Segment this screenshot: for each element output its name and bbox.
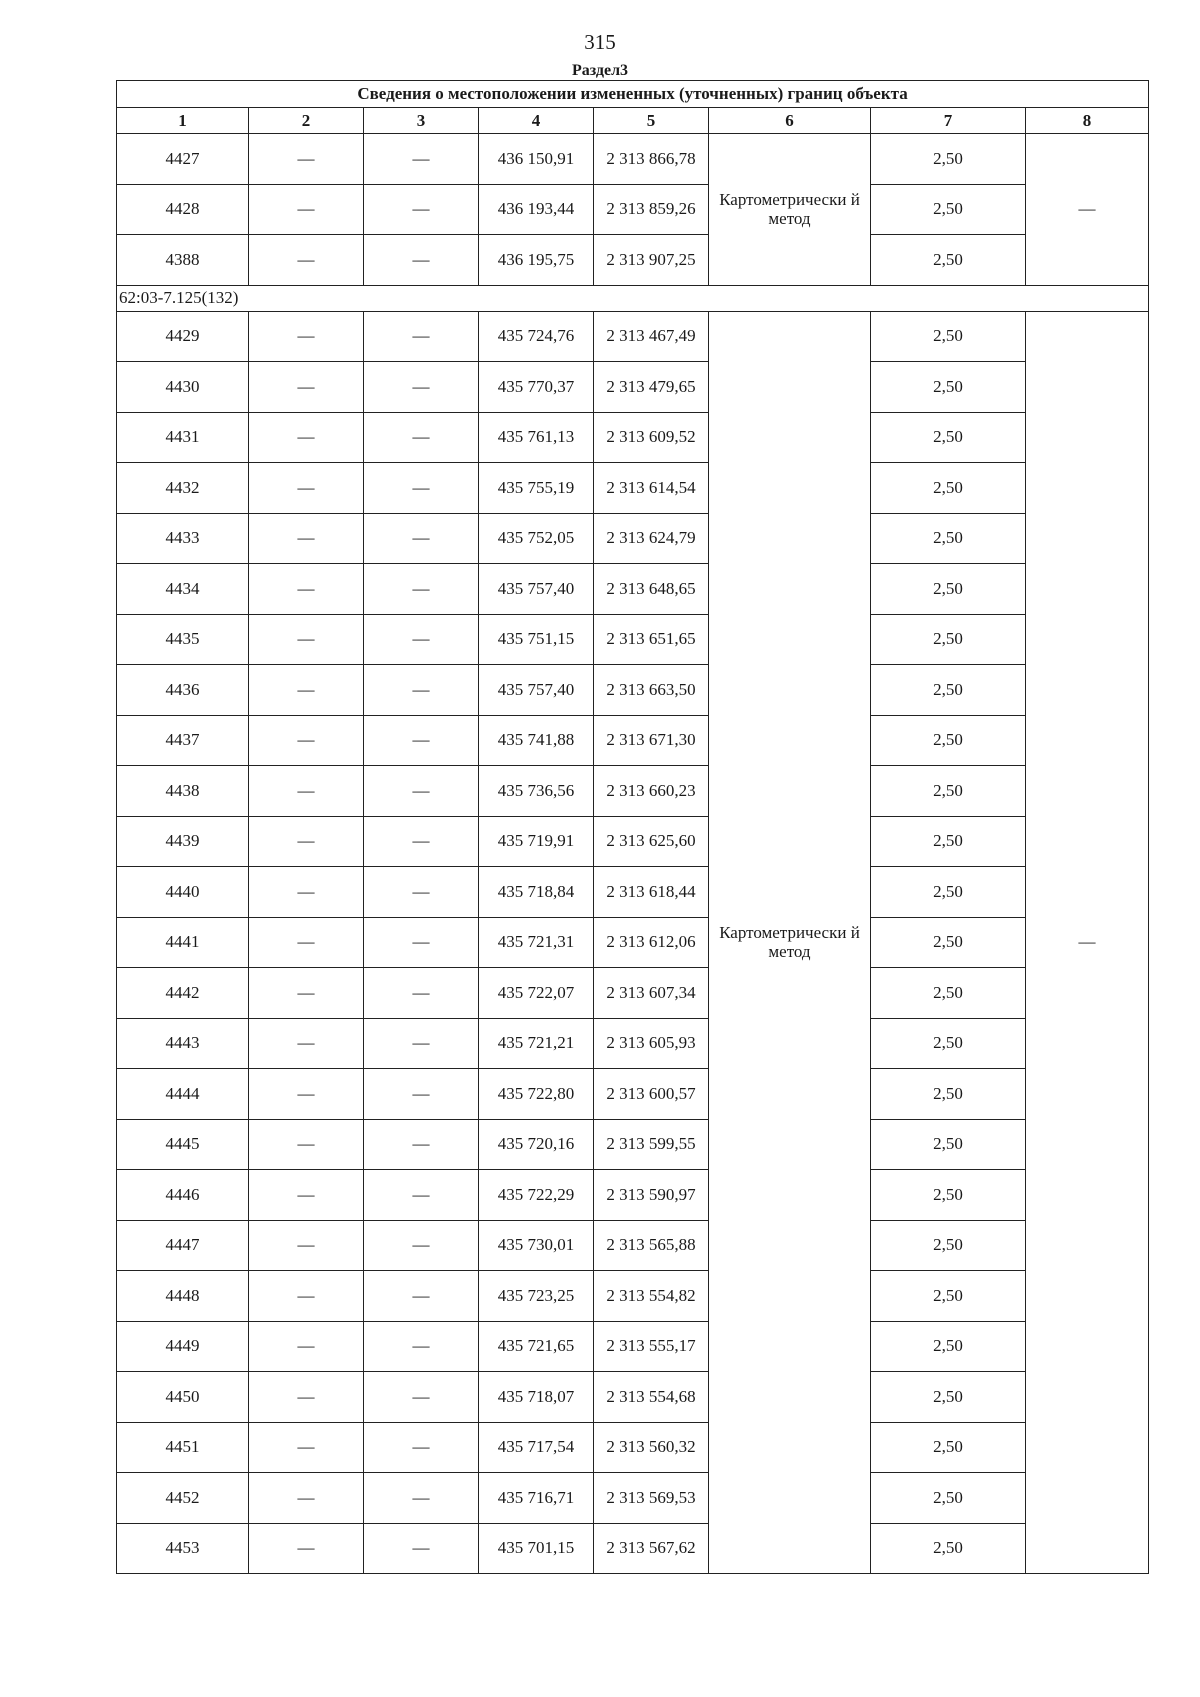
- x-coordinate-cell: 435 730,01: [479, 1220, 594, 1271]
- table-row: [117, 184, 1149, 235]
- point-number-cell: 4453: [117, 1523, 249, 1574]
- column-2-cell: —: [249, 867, 364, 918]
- accuracy-cell: 2,50: [871, 134, 1026, 185]
- x-coordinate-cell: 435 720,16: [479, 1119, 594, 1170]
- accuracy-cell: 2,50: [871, 1422, 1026, 1473]
- table-row: [117, 715, 1149, 766]
- y-coordinate-cell: 2 313 599,55: [594, 1119, 709, 1170]
- point-number-cell: 4444: [117, 1069, 249, 1120]
- table-row: [117, 362, 1149, 413]
- table-row: [117, 1220, 1149, 1271]
- y-coordinate-cell: 2 313 607,34: [594, 968, 709, 1019]
- page-number: 315: [584, 30, 616, 54]
- accuracy-cell: 2,50: [871, 867, 1026, 918]
- x-coordinate-cell: 435 718,84: [479, 867, 594, 918]
- accuracy-cell: 2,50: [871, 235, 1026, 286]
- y-coordinate-cell: 2 313 671,30: [594, 715, 709, 766]
- column-3-cell: —: [364, 867, 479, 918]
- column-2-cell: —: [249, 311, 364, 362]
- column-header-7: 7: [871, 108, 1026, 134]
- column-3-cell: —: [364, 1170, 479, 1221]
- table-row: [117, 1473, 1149, 1524]
- column-3-cell: —: [364, 564, 479, 615]
- x-coordinate-cell: 436 193,44: [479, 184, 594, 235]
- y-coordinate-cell: 2 313 660,23: [594, 766, 709, 817]
- column-2-cell: —: [249, 816, 364, 867]
- column-2-cell: —: [249, 1372, 364, 1423]
- accuracy-cell: 2,50: [871, 362, 1026, 413]
- point-number-cell: 4436: [117, 665, 249, 716]
- x-coordinate-cell: 435 722,80: [479, 1069, 594, 1120]
- point-number-cell: 4438: [117, 766, 249, 817]
- column-header-5: 5: [594, 108, 709, 134]
- y-coordinate-cell: 2 313 600,57: [594, 1069, 709, 1120]
- y-coordinate-cell: 2 313 618,44: [594, 867, 709, 918]
- column-3-cell: —: [364, 463, 479, 514]
- accuracy-cell: 2,50: [871, 968, 1026, 1019]
- y-coordinate-cell: 2 313 569,53: [594, 1473, 709, 1524]
- accuracy-cell: 2,50: [871, 184, 1026, 235]
- y-coordinate-cell: 2 313 648,65: [594, 564, 709, 615]
- column-3-cell: —: [364, 184, 479, 235]
- table-row: [117, 412, 1149, 463]
- column-3-cell: —: [364, 665, 479, 716]
- y-coordinate-cell: 2 313 555,17: [594, 1321, 709, 1372]
- column-3-cell: —: [364, 134, 479, 185]
- point-number-cell: 4430: [117, 362, 249, 413]
- accuracy-cell: 2,50: [871, 816, 1026, 867]
- y-coordinate-cell: 2 313 567,62: [594, 1523, 709, 1574]
- accuracy-cell: 2,50: [871, 564, 1026, 615]
- column-3-cell: —: [364, 1271, 479, 1322]
- point-number-cell: 4439: [117, 816, 249, 867]
- table-caption: Сведения о местоположении измененных (уточненных) границ объекта: [117, 81, 1149, 108]
- column-8-cell: —: [1026, 134, 1149, 286]
- x-coordinate-cell: 435 701,15: [479, 1523, 594, 1574]
- column-2-cell: —: [249, 362, 364, 413]
- section-title: Раздел3: [571, 62, 629, 79]
- column-3-cell: —: [364, 235, 479, 286]
- y-coordinate-cell: 2 313 565,88: [594, 1220, 709, 1271]
- y-coordinate-cell: 2 313 479,65: [594, 362, 709, 413]
- column-header-2: 2: [249, 108, 364, 134]
- column-2-cell: —: [249, 917, 364, 968]
- point-number-cell: 4449: [117, 1321, 249, 1372]
- column-3-cell: —: [364, 311, 479, 362]
- x-coordinate-cell: 436 195,75: [479, 235, 594, 286]
- table-row: [117, 614, 1149, 665]
- accuracy-cell: 2,50: [871, 1170, 1026, 1221]
- y-coordinate-cell: 2 313 605,93: [594, 1018, 709, 1069]
- accuracy-cell: 2,50: [871, 513, 1026, 564]
- column-2-cell: —: [249, 1220, 364, 1271]
- y-coordinate-cell: 2 313 859,26: [594, 184, 709, 235]
- y-coordinate-cell: 2 313 590,97: [594, 1170, 709, 1221]
- point-number-cell: 4451: [117, 1422, 249, 1473]
- accuracy-cell: 2,50: [871, 665, 1026, 716]
- cadastral-label: 62:03-7.125(132): [117, 285, 1149, 311]
- accuracy-cell: 2,50: [871, 917, 1026, 968]
- column-3-cell: —: [364, 1018, 479, 1069]
- group-label-row: [117, 285, 1149, 311]
- column-3-cell: —: [364, 917, 479, 968]
- column-3-cell: —: [364, 1523, 479, 1574]
- column-header-1: 1: [117, 108, 249, 134]
- table-row: [117, 134, 1149, 185]
- accuracy-cell: 2,50: [871, 766, 1026, 817]
- column-2-cell: —: [249, 1170, 364, 1221]
- table-row: [117, 665, 1149, 716]
- column-2-cell: —: [249, 1523, 364, 1574]
- column-3-cell: —: [364, 816, 479, 867]
- table-row: [117, 1372, 1149, 1423]
- table-row: [117, 867, 1149, 918]
- accuracy-cell: 2,50: [871, 1372, 1026, 1423]
- column-3-cell: —: [364, 513, 479, 564]
- column-header-row: [117, 108, 1149, 134]
- x-coordinate-cell: 435 721,21: [479, 1018, 594, 1069]
- table-row: [117, 1523, 1149, 1574]
- point-number-cell: 4445: [117, 1119, 249, 1170]
- accuracy-cell: 2,50: [871, 1220, 1026, 1271]
- x-coordinate-cell: 435 757,40: [479, 665, 594, 716]
- point-number-cell: 4447: [117, 1220, 249, 1271]
- column-3-cell: —: [364, 1473, 479, 1524]
- accuracy-cell: 2,50: [871, 1321, 1026, 1372]
- x-coordinate-cell: 435 717,54: [479, 1422, 594, 1473]
- accuracy-cell: 2,50: [871, 1523, 1026, 1574]
- table-row: [117, 968, 1149, 1019]
- column-3-cell: —: [364, 715, 479, 766]
- column-3-cell: —: [364, 1422, 479, 1473]
- y-coordinate-cell: 2 313 866,78: [594, 134, 709, 185]
- accuracy-cell: 2,50: [871, 1119, 1026, 1170]
- table-row: [117, 766, 1149, 817]
- column-2-cell: —: [249, 715, 364, 766]
- method-cell: Картометрически й метод: [709, 134, 871, 286]
- column-2-cell: —: [249, 1473, 364, 1524]
- x-coordinate-cell: 435 718,07: [479, 1372, 594, 1423]
- y-coordinate-cell: 2 313 663,50: [594, 665, 709, 716]
- y-coordinate-cell: 2 313 624,79: [594, 513, 709, 564]
- x-coordinate-cell: 435 741,88: [479, 715, 594, 766]
- table-row: [117, 1170, 1149, 1221]
- table-row: [117, 1422, 1149, 1473]
- column-2-cell: —: [249, 1119, 364, 1170]
- column-2-cell: —: [249, 968, 364, 1019]
- boundary-coordinates-table: [116, 80, 1149, 1574]
- column-3-cell: —: [364, 412, 479, 463]
- table-row: [117, 564, 1149, 615]
- point-number-cell: 4433: [117, 513, 249, 564]
- point-number-cell: 4446: [117, 1170, 249, 1221]
- x-coordinate-cell: 435 755,19: [479, 463, 594, 514]
- column-header-8: 8: [1026, 108, 1149, 134]
- point-number-cell: 4441: [117, 917, 249, 968]
- point-number-cell: 4435: [117, 614, 249, 665]
- column-2-cell: —: [249, 513, 364, 564]
- column-3-cell: —: [364, 1119, 479, 1170]
- table-row: [117, 1321, 1149, 1372]
- column-3-cell: —: [364, 362, 479, 413]
- column-2-cell: —: [249, 1321, 364, 1372]
- column-2-cell: —: [249, 614, 364, 665]
- column-3-cell: —: [364, 968, 479, 1019]
- column-3-cell: —: [364, 1321, 479, 1372]
- column-2-cell: —: [249, 1422, 364, 1473]
- column-2-cell: —: [249, 766, 364, 817]
- accuracy-cell: 2,50: [871, 1018, 1026, 1069]
- point-number-cell: 4448: [117, 1271, 249, 1322]
- y-coordinate-cell: 2 313 907,25: [594, 235, 709, 286]
- x-coordinate-cell: 435 721,65: [479, 1321, 594, 1372]
- column-2-cell: —: [249, 564, 364, 615]
- column-2-cell: —: [249, 1069, 364, 1120]
- column-header-4: 4: [479, 108, 594, 134]
- point-number-cell: 4437: [117, 715, 249, 766]
- column-3-cell: —: [364, 766, 479, 817]
- column-2-cell: —: [249, 412, 364, 463]
- column-header-6: 6: [709, 108, 871, 134]
- table-row: [117, 513, 1149, 564]
- column-2-cell: —: [249, 1018, 364, 1069]
- column-2-cell: —: [249, 134, 364, 185]
- accuracy-cell: 2,50: [871, 311, 1026, 362]
- x-coordinate-cell: 435 723,25: [479, 1271, 594, 1322]
- method-cell: Картометрически й метод: [709, 311, 871, 1574]
- y-coordinate-cell: 2 313 651,65: [594, 614, 709, 665]
- table-row: [117, 1119, 1149, 1170]
- y-coordinate-cell: 2 313 612,06: [594, 917, 709, 968]
- column-2-cell: —: [249, 463, 364, 514]
- column-2-cell: —: [249, 1271, 364, 1322]
- table-body: [117, 134, 1149, 1574]
- y-coordinate-cell: 2 313 554,82: [594, 1271, 709, 1322]
- accuracy-cell: 2,50: [871, 614, 1026, 665]
- point-number-cell: 4452: [117, 1473, 249, 1524]
- y-coordinate-cell: 2 313 609,52: [594, 412, 709, 463]
- x-coordinate-cell: 435 770,37: [479, 362, 594, 413]
- y-coordinate-cell: 2 313 560,32: [594, 1422, 709, 1473]
- point-number-cell: 4388: [117, 235, 249, 286]
- point-number-cell: 4429: [117, 311, 249, 362]
- accuracy-cell: 2,50: [871, 1473, 1026, 1524]
- accuracy-cell: 2,50: [871, 715, 1026, 766]
- table-row: [117, 1018, 1149, 1069]
- table-row: [117, 235, 1149, 286]
- table-row: [117, 463, 1149, 514]
- accuracy-cell: 2,50: [871, 412, 1026, 463]
- column-3-cell: —: [364, 1372, 479, 1423]
- x-coordinate-cell: 435 719,91: [479, 816, 594, 867]
- column-2-cell: —: [249, 235, 364, 286]
- point-number-cell: 4443: [117, 1018, 249, 1069]
- accuracy-cell: 2,50: [871, 1069, 1026, 1120]
- table-row: [117, 816, 1149, 867]
- x-coordinate-cell: 436 150,91: [479, 134, 594, 185]
- x-coordinate-cell: 435 716,71: [479, 1473, 594, 1524]
- x-coordinate-cell: 435 724,76: [479, 311, 594, 362]
- table-row: [117, 917, 1149, 968]
- x-coordinate-cell: 435 752,05: [479, 513, 594, 564]
- point-number-cell: 4432: [117, 463, 249, 514]
- x-coordinate-cell: 435 761,13: [479, 412, 594, 463]
- x-coordinate-cell: 435 736,56: [479, 766, 594, 817]
- column-header-3: 3: [364, 108, 479, 134]
- column-2-cell: —: [249, 665, 364, 716]
- column-8-cell: —: [1026, 311, 1149, 1574]
- accuracy-cell: 2,50: [871, 463, 1026, 514]
- point-number-cell: 4434: [117, 564, 249, 615]
- column-3-cell: —: [364, 614, 479, 665]
- table-row: [117, 311, 1149, 362]
- y-coordinate-cell: 2 313 467,49: [594, 311, 709, 362]
- x-coordinate-cell: 435 721,31: [479, 917, 594, 968]
- point-number-cell: 4428: [117, 184, 249, 235]
- table-row: [117, 1069, 1149, 1120]
- column-2-cell: —: [249, 184, 364, 235]
- y-coordinate-cell: 2 313 554,68: [594, 1372, 709, 1423]
- column-3-cell: —: [364, 1220, 479, 1271]
- x-coordinate-cell: 435 757,40: [479, 564, 594, 615]
- point-number-cell: 4427: [117, 134, 249, 185]
- y-coordinate-cell: 2 313 614,54: [594, 463, 709, 514]
- point-number-cell: 4440: [117, 867, 249, 918]
- table-row: [117, 1271, 1149, 1322]
- x-coordinate-cell: 435 722,29: [479, 1170, 594, 1221]
- x-coordinate-cell: 435 722,07: [479, 968, 594, 1019]
- x-coordinate-cell: 435 751,15: [479, 614, 594, 665]
- accuracy-cell: 2,50: [871, 1271, 1026, 1322]
- y-coordinate-cell: 2 313 625,60: [594, 816, 709, 867]
- point-number-cell: 4431: [117, 412, 249, 463]
- point-number-cell: 4450: [117, 1372, 249, 1423]
- point-number-cell: 4442: [117, 968, 249, 1019]
- column-3-cell: —: [364, 1069, 479, 1120]
